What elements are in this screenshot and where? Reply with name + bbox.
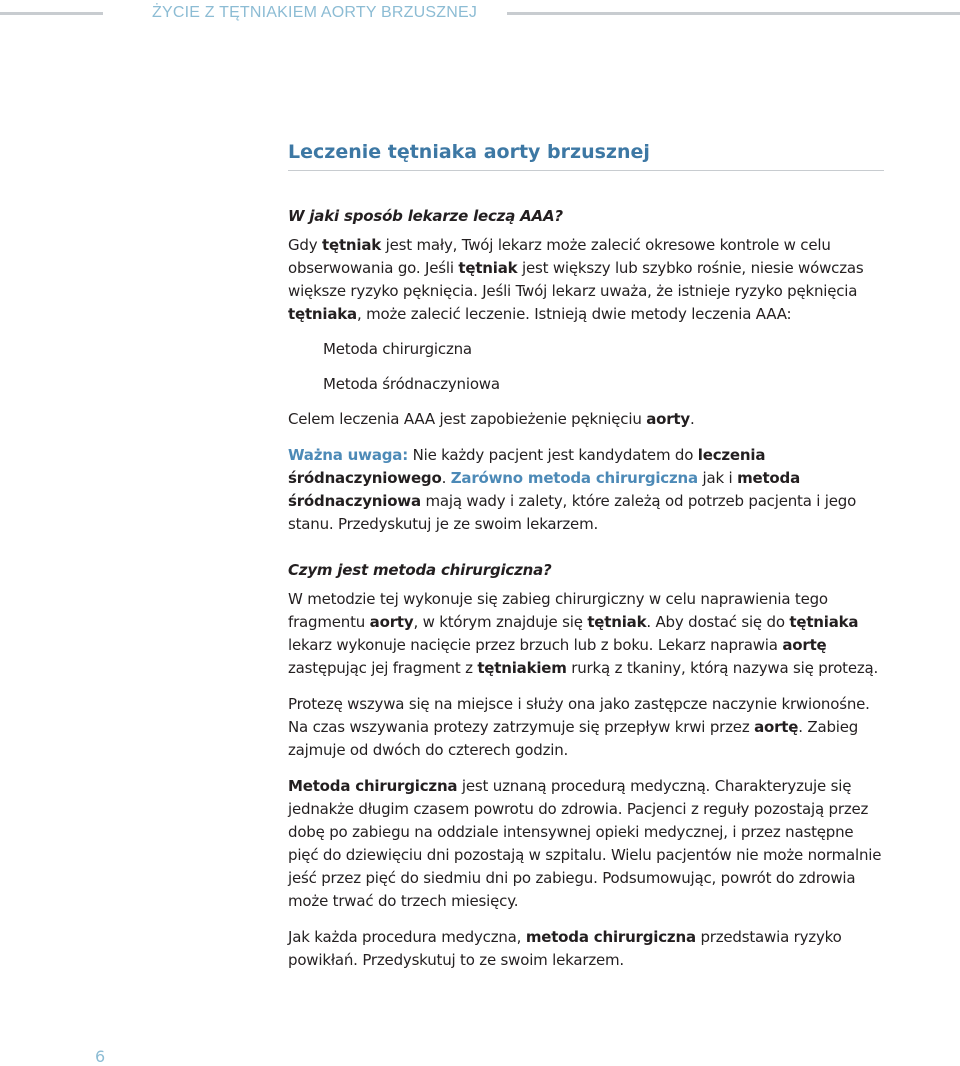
term-aneurysm: tętniakiem bbox=[477, 659, 567, 677]
method-item-surgical: Metoda chirurgiczna bbox=[323, 340, 472, 358]
question-heading-treatment: W jaki sposób lekarze leczą AAA? bbox=[288, 207, 563, 225]
text-run: Jak każda procedura medyczna, bbox=[288, 928, 526, 946]
term-aneurysm: tętniaka bbox=[288, 305, 357, 323]
header-rule-right bbox=[507, 12, 960, 15]
text-run: jak i bbox=[697, 469, 738, 487]
text-run: . Aby dostać się do bbox=[646, 613, 790, 631]
term-aorta: aorty bbox=[369, 613, 414, 631]
paragraph-recovery bbox=[288, 775, 888, 913]
term-aneurysm: tętniak bbox=[587, 613, 647, 631]
term-surgical-method: metoda chirurgiczna bbox=[525, 928, 696, 946]
paragraph-intro bbox=[288, 234, 888, 326]
text-run: Protezę wszywa się na miejsce i służy ona jako zastępcze naczynie krwionośne. Na czas wszywania protezy zatrzymuje się przepływ krwi przez bbox=[288, 695, 870, 736]
main-content bbox=[288, 205, 888, 972]
term-endovascular-method: metoda śródnaczyniowa bbox=[288, 469, 801, 510]
text-run: Nie każdy pacjent jest kandydatem do bbox=[408, 446, 698, 464]
text-run: , może zalecić leczenie. Istnieją dwie metody leczenia AAA: bbox=[356, 305, 792, 323]
note-label: Ważna uwaga: bbox=[288, 446, 409, 464]
term-aorta: aorty bbox=[646, 410, 690, 428]
text-run: W metodzie tej wykonuje się zabieg chirurgiczny w celu naprawienia tego fragmentu bbox=[288, 590, 828, 631]
text-run: . Zabieg zajmuje od dwóch do czterech godzin. bbox=[288, 718, 859, 759]
paragraph-risk bbox=[288, 926, 888, 972]
text-run: rurką z tkaniny, którą nazywa się protezą. bbox=[566, 659, 879, 677]
section-title: Leczenie tętniaka aorty brzusznej bbox=[288, 141, 650, 163]
header-rule-left bbox=[0, 12, 103, 15]
term-aneurysm: tętniak bbox=[458, 259, 518, 277]
text-run: Gdy bbox=[288, 236, 322, 254]
paragraph-goal bbox=[288, 408, 888, 431]
running-header: ŻYCIE Z TĘTNIAKIEM AORTY BRZUSZNEJ bbox=[152, 4, 478, 21]
text-run: jest mały, Twój lekarz może zalecić okresowe kontrole w celu obserwowania go. Jeśli bbox=[288, 236, 831, 277]
paragraph-prosthesis bbox=[288, 693, 888, 762]
text-run: Celem leczenia AAA jest zapobieżenie pęknięciu bbox=[288, 410, 647, 428]
paragraph-surgical-description bbox=[288, 588, 888, 680]
text-run: . bbox=[441, 469, 451, 487]
term-endovascular-treatment: leczenia śródnaczyniowego bbox=[288, 446, 766, 487]
text-run: , w którym znajduje się bbox=[413, 613, 588, 631]
page-number: 6 bbox=[95, 1047, 106, 1066]
method-item-endovascular: Metoda śródnaczyniowa bbox=[323, 375, 500, 393]
term-aorta: aortę bbox=[754, 718, 799, 736]
term-aorta: aortę bbox=[782, 636, 827, 654]
title-divider bbox=[288, 170, 884, 171]
text-run: zastępując jej fragment z bbox=[288, 659, 478, 677]
term-aneurysm: tętniak bbox=[322, 236, 382, 254]
term-surgical-method: Metoda chirurgiczna bbox=[288, 777, 458, 795]
question-heading-surgical: Czym jest metoda chirurgiczna? bbox=[288, 561, 552, 579]
text-run: . bbox=[689, 410, 695, 428]
text-run: przedstawia ryzyko powikłań. Przedyskutuj to ze swoim lekarzem. bbox=[288, 928, 842, 969]
term-surgical-method: Zarówno metoda chirurgiczna bbox=[450, 469, 698, 487]
term-aneurysm: tętniaka bbox=[789, 613, 859, 631]
text-run: lekarz wykonuje nacięcie przez brzuch lub z boku. Lekarz naprawia bbox=[288, 636, 783, 654]
text-run: mają wady i zalety, które zależą od potrzeb pacjenta i jego stanu. Przedyskutuj je ze swoim lekarzem. bbox=[288, 492, 857, 533]
text-run: jest większy lub szybko rośnie, niesie wówczas większe ryzyko pęknięcia. Jeśli Twój lekarz uważa, że istnieje ryzyko pęknięcia bbox=[288, 259, 864, 300]
text-run: jest uznaną procedurą medyczną. Charakteryzuje się jednakże długim czasem powrotu do zdrowia. Pacjenci z reguły pozostają przez dobę po zabiegu na oddziale intensywnej opieki medycznej, i przez następne pięć do dziewięciu dni pozostają w szpitalu. Wielu pacjentów nie może normalnie jeść przez pięć do siedmiu dni po zabiegu. Podsumowując, powrót do zdrowia może trwać do trzech miesięcy. bbox=[288, 777, 882, 910]
paragraph-important-note bbox=[288, 444, 888, 536]
